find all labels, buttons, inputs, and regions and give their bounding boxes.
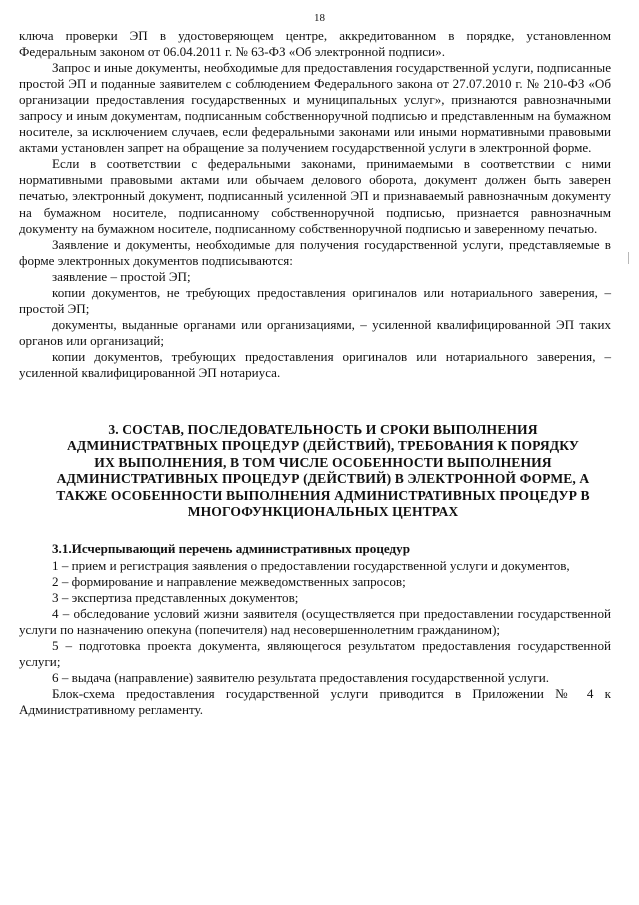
procedure-item: 1 – прием и регистрация заявления о предоставлении государственной услуги и документов, <box>52 557 570 573</box>
paragraph-ep-key-verification: ключа проверки ЭП в удостоверяющем центре, аккредитованном в порядке, установленном Федеральным законом от 06.04.2011 г. № 63-ФЗ «Об электронной подписи». <box>19 28 611 60</box>
scan-artifact-mark <box>628 252 629 264</box>
procedure-item: 2 – формирование и направление межведомственных запросов; <box>52 573 406 589</box>
procedure-item: 3 – экспертиза представленных документов; <box>52 589 299 605</box>
subsection-3-1-title: 3.1.Исчерпывающий перечень административных процедур <box>52 541 410 557</box>
procedure-item: 5 – подготовка проекта документа, являющегося результатом предоставления государственной услуги; <box>19 637 611 669</box>
signing-rule-application: заявление – простой ЭП; <box>52 268 191 284</box>
section-3-title: 3. СОСТАВ, ПОСЛЕДОВАТЕЛЬНОСТЬ И СРОКИ ВЫПОЛНЕНИЯ АДМИНИСТРАТВНЫХ ПРОЦЕДУР (ДЕЙСТВИЙ), ТРЕБОВАНИЯ К ПОРЯДКУ ИХ ВЫПОЛНЕНИЯ, В ТОМ ЧИСЛЕ ОСОБЕННОСТИ ВЫПОЛНЕНИЯ АДМИНИСТРАТИВНЫХ ПРОЦЕДУР (ДЕЙСТВИЙ) В ЭЛЕКТРОННОЙ ФОРМЕ, А ТАКЖЕ ОСОБЕННОСТИ ВЫПОЛНЕНИЯ АДМИНИСТРАТИВНЫХ ПРОЦЕДУР В МНОГОФУНКЦИОНАЛЬНЫХ ЦЕНТРАХ <box>56 422 590 520</box>
paragraph-flowchart-reference: Блок-схема предоставления государственной услуги приводится в Приложении № 4 к Административному регламенту. <box>19 685 611 717</box>
signing-rule-copies-no-notary: копии документов, не требующих предоставления оригиналов или нотариального заверения, – простой ЭП; <box>19 284 611 316</box>
paragraph-signing-intro: Заявление и документы, необходимые для получения государственной услуги, представляемые в форме электронных документов подписываются: <box>19 236 611 268</box>
section-2-body <box>19 28 611 381</box>
signing-rule-copies-notary: копии документов, требующих предоставления оригиналов или нотариального заверения, – усиленной квалифицированной ЭП нотариуса. <box>19 348 611 380</box>
signing-rule-issued-documents: документы, выданные органами или организациями, – усиленной квалифицированной ЭП таких органов или организаций; <box>19 316 611 348</box>
procedure-item: 4 – обследование условий жизни заявителя (осуществляется при предоставлении государственной услуги по назначению опекуна (попечителя) над несовершеннолетним гражданином); <box>19 605 611 637</box>
page-number: 18 <box>314 12 325 24</box>
paragraph-seal-equivalence: Если в соответствии с федеральными законами, принимаемыми в соответствии с ними нормативными правовыми актами или обычаем делового оборота, документ должен быть заверен печатью, электронный документ, подписанный усиленной ЭП и признаваемый равнозначным документу на бумажном носителе, подписанному собственноручной подписью, признается равнозначным документу на бумажном носителе, подписанному собственноручной подписью и заверенному печатью. <box>19 156 611 236</box>
procedures-list <box>19 558 611 686</box>
paragraph-simple-ep-equivalence: Запрос и иные документы, необходимые для предоставления государственной услуги, подписанные простой ЭП и поданные заявителем с соблюдением Федерального закона от 27.07.2010 г. № 210-ФЗ «Об организации предоставления государственных и муниципальных услуг», признаются равнозначными запросу и иным документам, подписанным собственноручной подписью и представленным на бумажном носителе, за исключением случаев, если федеральными законами или иными нормативными правовыми актами установлен запрет на обращение за получением государственной услуги в электронной форме. <box>19 60 612 156</box>
procedure-item: 6 – выдача (направление) заявителю результата предоставления государственной услуги. <box>52 669 550 685</box>
